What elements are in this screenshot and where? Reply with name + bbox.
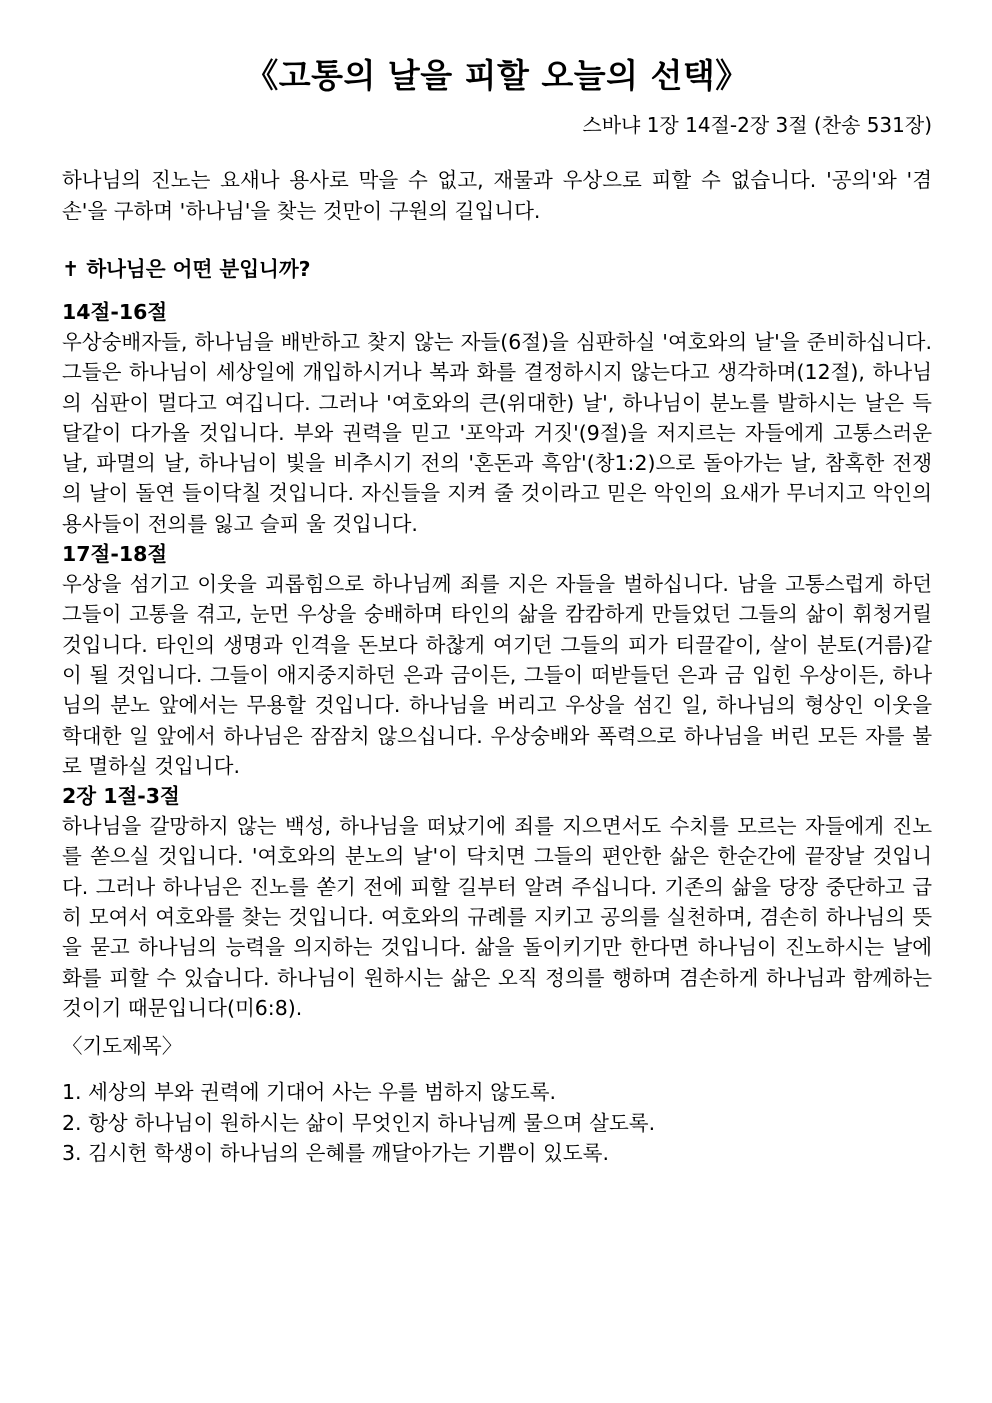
- prayer-list: [62, 1077, 932, 1168]
- scripture-reference: 스바냐 1장 14절-2장 3절 (찬송 531장): [582, 113, 932, 137]
- section-2-1-3: [62, 781, 932, 1023]
- section-heading: 14절-16절: [62, 300, 168, 324]
- section-question: ✝ 하나님은 어떤 분입니까?: [62, 257, 311, 281]
- section-14-16: [62, 297, 932, 539]
- section-body: 우상숭배자들, 하나님을 배반하고 찾지 않는 자들(6절)을 심판하실 '여호와의 날'을 준비하십니다. 그들은 하나님이 세상일에 개입하시거나 복과 화를 결정하시지 않는다고 생각하며(12절), 하나님의 심판이 멀다고 여깁니다. 그러나 '여호와의 큰(위대한) 날', 하나님이 분노를 발하시는 날은 득달같이 다가올 것입니다. 부와 권력을 믿고 '포악과 거짓'(9절)을 저지르는 자들에게 고통스러운 날, 파멸의 날, 하나님이 빛을 비추시기 전의 '혼돈과 흑암'(창1:2)으로 돌아가는 날, 참혹한 전쟁의 날이 돌연 들이닥칠 것입니다. 자신들을 지켜 줄 것이라고 믿은 악인의 요새가 무너지고 악인의 용사들이 전의를 잃고 슬피 울 것입니다.: [62, 330, 932, 536]
- prayer-item: 1. 세상의 부와 권력에 기대어 사는 우를 범하지 않도록.: [62, 1080, 557, 1105]
- prayer-heading: 〈기도제목〉: [62, 1034, 183, 1059]
- prayer-item: 2. 항상 하나님이 원하시는 삶이 무엇인지 하나님께 물으며 살도록.: [62, 1110, 656, 1135]
- section-17-18: [62, 539, 932, 781]
- document-page: [62, 52, 932, 1168]
- document-title: 《고통의 날을 피할 오늘의 선택》: [245, 56, 749, 95]
- prayer-item: 3. 김시헌 학생이 하나님의 은혜를 깨달아가는 기쁨이 있도록.: [62, 1140, 609, 1165]
- section-heading: 17절-18절: [62, 542, 168, 567]
- section-heading: 2장 1절-3절: [62, 784, 180, 809]
- section-body: 하나님을 갈망하지 않는 백성, 하나님을 떠났기에 죄를 지으면서도 수치를 모르는 자들에게 진노를 쏟으실 것입니다. '여호와의 분노의 날'이 닥치면 그들의 편안한 삶은 한순간에 끝장날 것입니다. 그러나 하나님은 진노를 쏟기 전에 피할 길부터 알려 주십니다. 기존의 삶을 당장 중단하고 급히 모여서 여호와를 찾는 것입니다. 여호와의 규례를 지키고 공의를 실천하며, 겸손히 하나님의 뜻을 묻고 하나님의 능력을 의지하는 것입니다. 삶을 돌이키기만 한다면 하나님이 진노하시는 날에 화를 피할 수 있습니다. 하나님이 원하시는 삶은 오직 정의를 행하며 겸손하게 하나님과 함께하는 것이기 때문입니다(미6:8).: [62, 814, 932, 1020]
- section-body: 우상을 섬기고 이웃을 괴롭힘으로 하나님께 죄를 지은 자들을 벌하십니다. 남을 고통스럽게 하던 그들이 고통을 겪고, 눈먼 우상을 숭배하며 타인의 삶을 캄캄하게 만들었던 그들의 삶이 휘청거릴 것입니다. 타인의 생명과 인격을 돈보다 하찮게 여기던 그들의 피가 티끌같이, 살이 분토(거름)같이 될 것입니다. 그들이 애지중지하던 은과 금이든, 그들이 떠받들던 은과 금 입힌 우상이든, 하나님의 분노 앞에서는 무용할 것입니다. 하나님을 버리고 우상을 섬긴 일, 하나님의 형상인 이웃을 학대한 일 앞에서 하나님은 잠잠치 않으십니다. 우상숭배와 폭력으로 하나님을 버린 모든 자를 불로 멸하실 것입니다.: [62, 572, 932, 778]
- intro-paragraph: 하나님의 진노는 요새나 용사로 막을 수 없고, 재물과 우상으로 피할 수 없습니다. '공의'와 '겸손'을 구하며 '하나님'을 찾는 것만이 구원의 길입니다.: [62, 168, 932, 223]
